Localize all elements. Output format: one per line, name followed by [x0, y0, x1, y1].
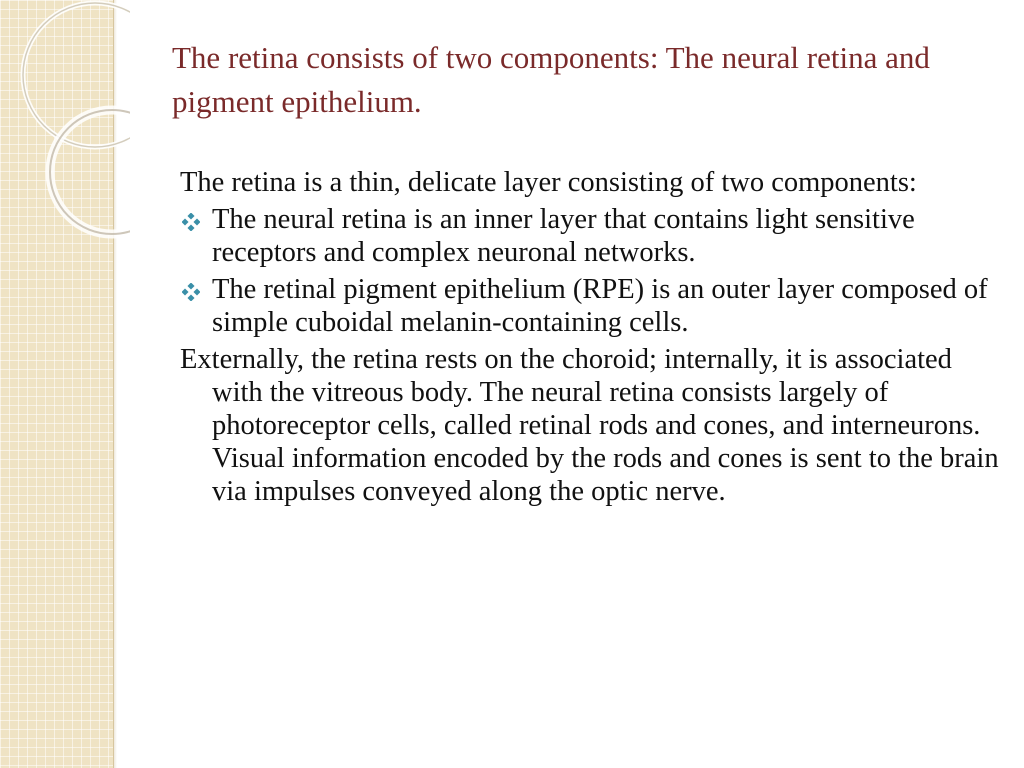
decorative-rings-icon [0, 0, 130, 260]
diamond-bullet-icon [182, 213, 200, 231]
bullet-item [180, 203, 1000, 269]
bullet-item [180, 273, 1000, 339]
bullet-text: The retinal pigment epithelium (RPE) is an outer layer composed of simple cuboidal melanin-containing cells. [212, 274, 988, 338]
closing-paragraph: Externally, the retina rests on the choroid; internally, it is associated with the vitreous body. The neural retina consists largely of photoreceptor cells, called retinal rods and cones, and interneurons. Visual information encoded by the rods and cones is sent to the brain via impulses conveyed along the optic nerve. [180, 344, 999, 507]
intro-paragraph: The retina is a thin, delicate layer consisting of two components: [180, 167, 917, 198]
diamond-bullet-icon [182, 283, 200, 301]
slide-body [180, 166, 1000, 512]
bullet-text: The neural retina is an inner layer that contains light sensitive receptors and complex neuronal networks. [212, 204, 915, 268]
slide-title: The retina consists of two components: The neural retina and pigment epithelium. [172, 40, 930, 119]
